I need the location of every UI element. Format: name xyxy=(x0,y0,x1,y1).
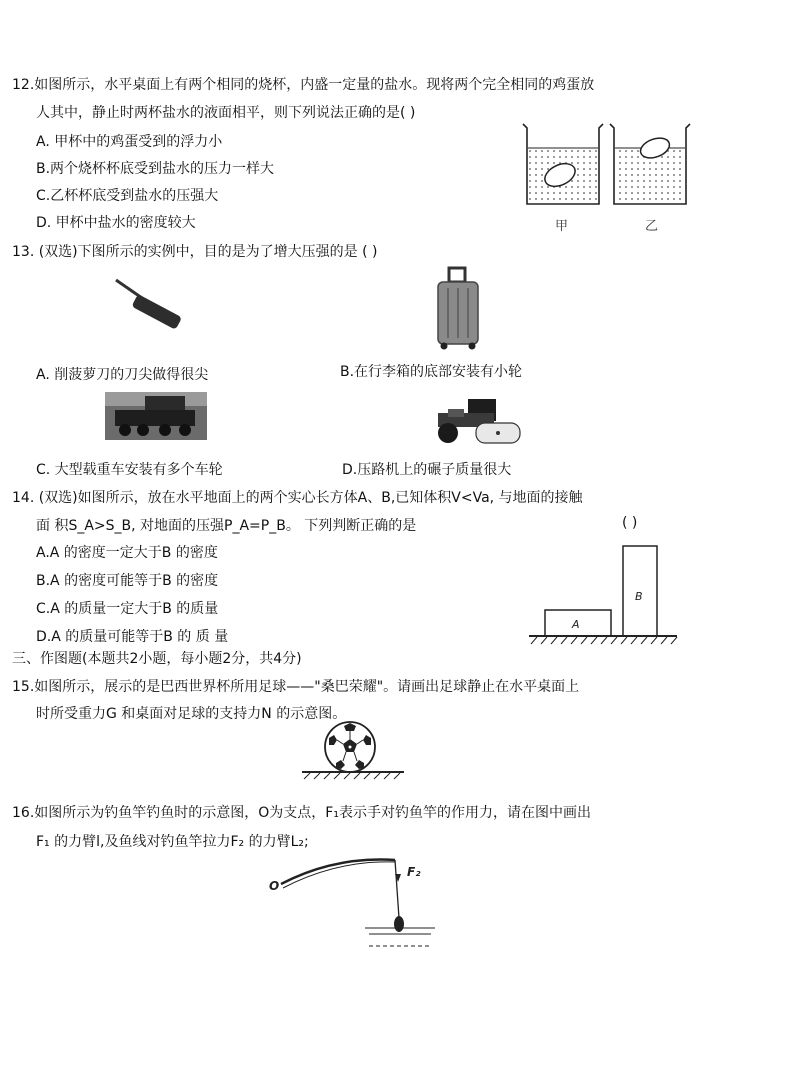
q14-option-c: C.A 的质量一定大于B 的质量 xyxy=(36,601,219,617)
label-f2: F₂ xyxy=(407,865,421,879)
q12-option-d: D. 甲杯中盐水的密度较大 xyxy=(36,215,196,231)
q14-answer-paren: ( ) xyxy=(622,515,638,531)
q14-option-b: B.A 的密度可能等于B 的密度 xyxy=(36,573,219,589)
section-three-heading: 三、作图题(本题共2小题，每小题2分，共4分) xyxy=(12,651,302,667)
beakers-figure xyxy=(515,118,700,236)
fish xyxy=(394,916,404,932)
soccer-ball-figure xyxy=(300,718,408,782)
q13-option-a: A. 削菠萝刀的刀尖做得很尖 xyxy=(36,367,209,383)
label-o: O xyxy=(269,879,280,893)
label-yi: 乙 xyxy=(645,219,659,234)
q14-stem-line2: 面 积S_A>S_B, 对地面的压强P_A=P_B。 下列判断正确的是 xyxy=(36,518,417,534)
blocks-figure xyxy=(525,540,680,648)
label-a: A xyxy=(572,618,580,631)
q12-stem-line2: 人其中，静止时两杯盐水的液面相平，则下列说法正确的是( ) xyxy=(36,105,416,121)
suitcase-image xyxy=(432,266,484,350)
q15-stem-line1: 15.如图所示，展示的是巴西世界杯所用足球——"桑巴荣耀"。请画出足球静止在水平桌面上 xyxy=(12,679,580,695)
truck-image xyxy=(105,392,207,440)
q13-option-c: C. 大型载重车安装有多个车轮 xyxy=(36,462,223,478)
road-roller-image xyxy=(430,395,522,447)
fishing-rod-figure xyxy=(265,848,445,954)
q14-option-d: D.A 的质量可能等于B 的 质 量 xyxy=(36,629,229,645)
q13-option-d: D.压路机上的碾子质量很大 xyxy=(342,462,512,478)
q13-stem: 13. (双选)下图所示的实例中，目的是为了增大压强的是 ( ) xyxy=(12,244,378,260)
q12-option-c: C.乙杯杯底受到盐水的压强大 xyxy=(36,188,219,204)
label-jia: 甲 xyxy=(555,219,569,234)
q16-stem-line2: F₁ 的力臂l,及鱼线对钓鱼竿拉力F₂ 的力臂L₂; xyxy=(36,834,309,850)
fishing-line xyxy=(395,860,399,918)
q16-stem-line1: 16.如图所示为钓鱼竿钓鱼时的示意图，O为支点，F₁表示手对钓鱼竿的作用力，请在图中画出 xyxy=(12,805,591,821)
knife-image xyxy=(112,276,192,332)
beaker-yi xyxy=(610,124,690,204)
q14-option-a: A.A 的密度一定大于B 的密度 xyxy=(36,545,218,561)
q13-option-b: B.在行李箱的底部安装有小轮 xyxy=(340,364,523,380)
q12-option-b: B.两个烧杯杯底受到盐水的压力一样大 xyxy=(36,161,275,177)
q12-stem-line1: 12.如图所示，水平桌面上有两个相同的烧杯，内盛一定量的盐水。现将两个完全相同的鸡蛋放 xyxy=(12,77,595,93)
q12-option-a: A. 甲杯中的鸡蛋受到的浮力小 xyxy=(36,134,223,150)
label-b: B xyxy=(635,590,643,603)
q15-stem-line2: 时所受重力G 和桌面对足球的支持力N 的示意图。 xyxy=(36,706,347,722)
beaker-jia xyxy=(523,124,603,204)
q14-stem-line1: 14. (双选)如图所示，放在水平地面上的两个实心长方体A、B,已知体积V<Va, 与地面的接触 xyxy=(12,490,583,506)
